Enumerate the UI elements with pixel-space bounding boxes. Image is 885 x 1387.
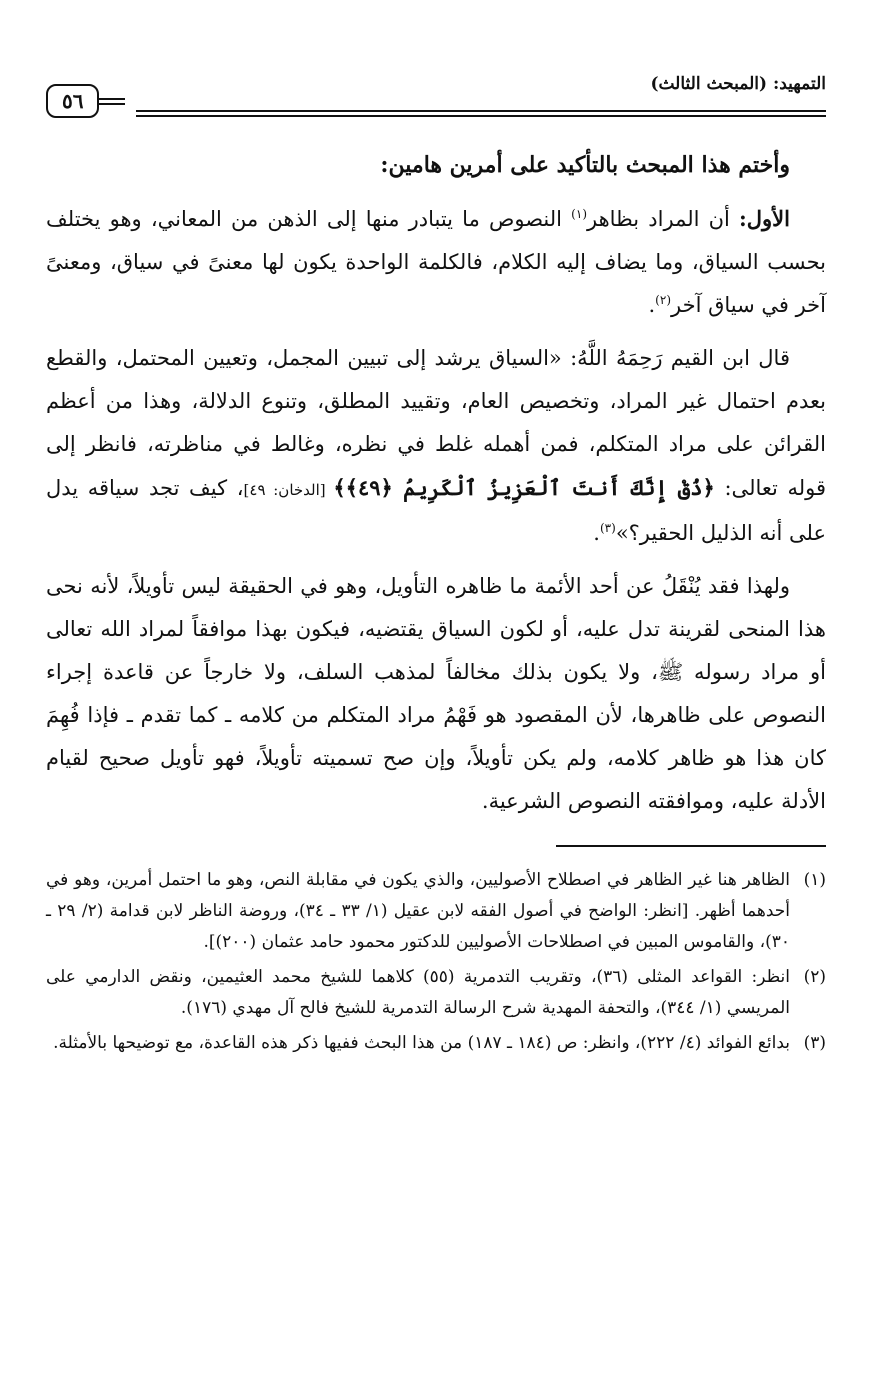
footnote-ref-1[interactable]: (١) <box>571 207 587 221</box>
p2-text-a: قال ابن القيم رَحِمَهُ اللَّهُ: «السياق يرشد إلى تبيين المجمل، وتعيين المحتمل، والقطع بعدم احتمال غير المراد، وتخصيص العام، وتقييد المطلق، وتنوع الدلالة، وهذا من أعظم القرائن على مراد المتكلم، فمن أهمله غلط في نظره، وغالط في مناظرته، فانظر إلى قوله تعالى: <box>46 346 827 500</box>
footnote-number: (١) <box>803 869 826 890</box>
footnote-ref-3[interactable]: (٣) <box>599 521 616 535</box>
page-number: ٥٦ <box>46 84 99 118</box>
p1-end: . <box>648 293 656 317</box>
quran-verse: ﴿ذُقْ إِنَّكَ أَنتَ ٱلْعَزِيزُ ٱلْكَرِيمُ ﴿٤٩﴾﴾ <box>333 475 715 500</box>
footnote-text: انظر: القواعد المثلى (٣٦)، وتقريب التدمرية (٥٥) كلاهما للشيخ محمد العثيمين، ونقض الدارمي على المريسي (١/ ٣٤٤)، والتحفة المهدية شرح الرسالة التدمرية للشيخ فالح آل مهدي (١٧٦). <box>46 966 790 1018</box>
paragraph-first-point <box>46 197 826 327</box>
book-page <box>46 60 826 1063</box>
paragraph-tawil: ولهذا فقد يُنْقَلُ عن أحد الأئمة ما ظاهره التأويل، وهو في الحقيقة ليس تأويلاً، لأنه نحى هذا المنحى لقرينة تدل عليه، أو لكون السياق يقتضيه، فيكون بهذا موافقاً لمراد الله تعالى أو مراد رسوله ﷺ، ولا يكون بذلك مخالفاً لمذهب السلف، ولا خارجاً عن قاعدة إجراء النصوص على ظاهرها، لأن المقصود هو فَهْمُ مراد المتكلم من كلامه ـ كما تقدم ـ فإذا فُهِمَ كان هذا هو ظاهر كلامه، ولم يكن تأويلاً، وإن صح تسميته تأويلاً، فهو تأويل صحيح لقيام الأدلة عليه، وموافقته النصوص الشرعية. <box>46 574 826 813</box>
footnote-1 <box>46 865 826 958</box>
footnote-text: الظاهر هنا غير الظاهر في اصطلاح الأصوليين، والذي يكون في مقابلة النص، وهو ما احتمل أمرين، وهو في أحدهما أظهر. [انظر: الواضح في أصول الفقه لابن عقيل (١/ ٣٣ ـ ٣٤)، وروضة الناظر لابن قدامة (٢/ ٢٩ ـ ٣٠)، والقاموس المبين في اصطلاحات الأصوليين للدكتور محمود حامد عثمان (٢٠٠)]. <box>46 869 791 952</box>
running-title: التمهيد: (المبحث الثالث) <box>650 74 826 94</box>
p2-end: . <box>593 521 600 545</box>
footnote-3 <box>46 1028 826 1059</box>
paragraph-ibn-qayyim-quote <box>46 337 826 555</box>
page-number-bars <box>99 95 125 108</box>
footnote-number: (٢) <box>803 966 826 987</box>
footnote-text: بدائع الفوائد (٤/ ٢٢٢)، وانظر: ص (١٨٤ ـ ١٨٧) من هذا البحث ففيها ذكر هذه القاعدة، مع توضيحها بالأمثلة. <box>53 1032 790 1053</box>
first-label: الأول: <box>739 206 790 231</box>
footnote-ref-2[interactable]: (٢) <box>655 293 671 307</box>
footnote-2 <box>46 962 826 1024</box>
verse-reference: [الدخان: ٤٩] <box>243 481 334 499</box>
section-heading: وأختم هذا المبحث بالتأكيد على أمرين هامين: <box>380 152 790 178</box>
p1-text-b: النصوص ما يتبادر منها إلى الذهن من المعاني، وهو يختلف بحسب السياق، وما يضاف إليه الكلام، فالكلمة الواحدة يكون لها معنىً في سياق، ومعنىً آخر في سياق آخر <box>46 207 826 317</box>
main-text <box>46 144 826 823</box>
footnote-number: (٣) <box>803 1032 826 1053</box>
page-header <box>46 60 826 122</box>
p2-text-b: ، كيف تجد سياقه يدل على أنه الذليل الحقير؟» <box>46 476 826 545</box>
page-number-box <box>46 84 129 118</box>
footnote-separator <box>556 845 826 847</box>
footnotes <box>46 865 826 1059</box>
header-double-rule <box>136 110 826 120</box>
p1-text-a: أن المراد بظاهر <box>587 207 740 231</box>
